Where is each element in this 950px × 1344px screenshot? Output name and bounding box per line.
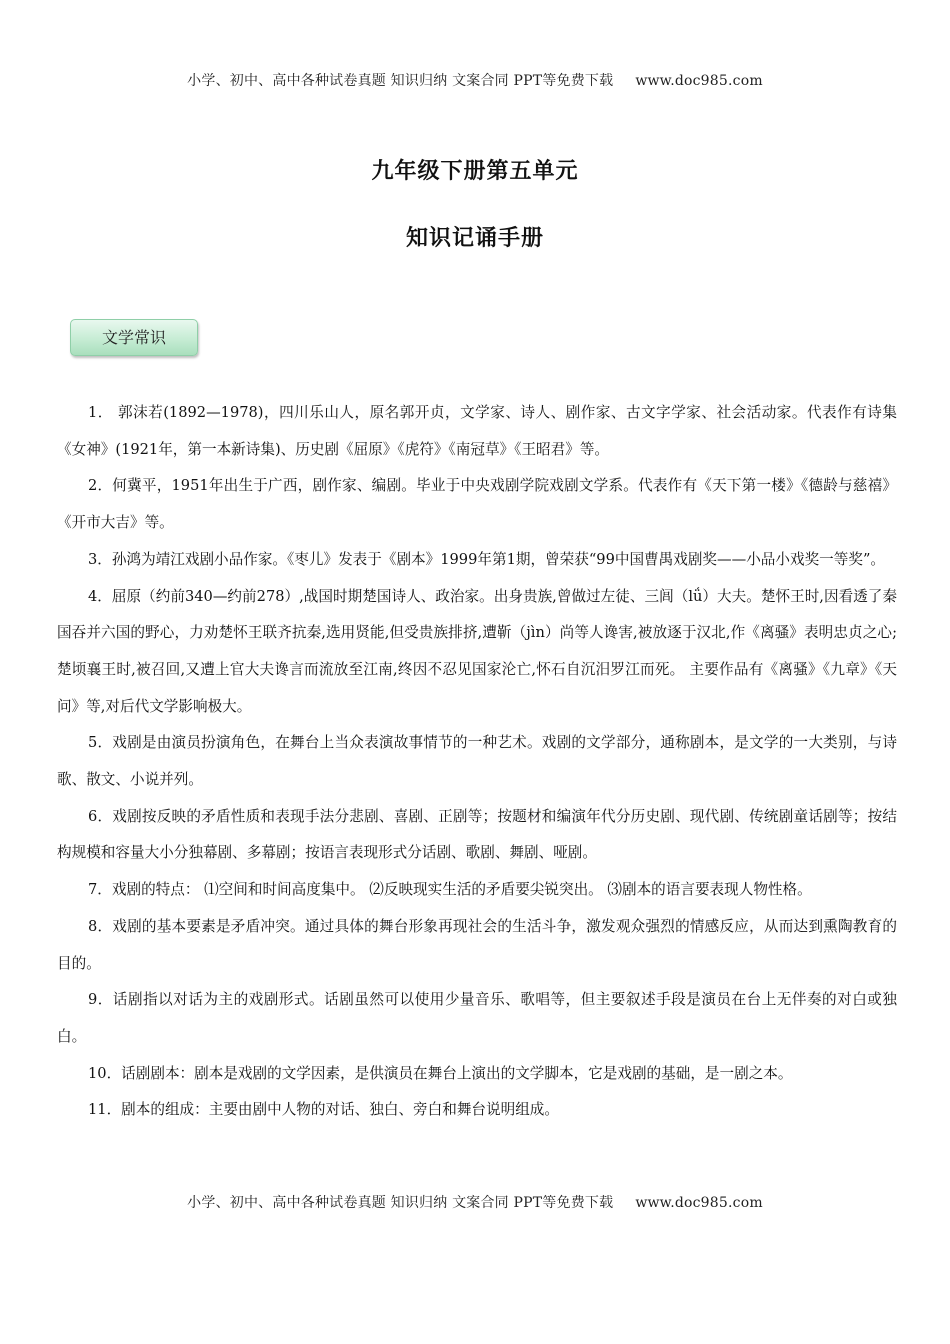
list-item: 2．何冀平，1951年出生于广西，剧作家、编剧。毕业于中央戏剧学院戏剧文学系。代表作有《天下第一楼》《德龄与慈禧》《开市大吉》等。: [57, 477, 897, 532]
page-header: [0, 70, 950, 90]
knowledge-list: [57, 395, 897, 1129]
list-item: 5．戏剧是由演员扮演角色，在舞台上当众表演故事情节的一种艺术。戏剧的文学部分，通称剧本，是文学的一大类别，与诗歌、散文、小说并列。: [57, 734, 897, 789]
header-text: 小学、初中、高中各种试卷真题 知识归纳 文案合同 PPT等免费下载: [187, 73, 614, 89]
list-item: 11．剧本的组成：主要由剧中人物的对话、独白、旁白和舞台说明组成。: [88, 1101, 559, 1119]
footer-text: 小学、初中、高中各种试卷真题 知识归纳 文案合同 PPT等免费下载: [187, 1195, 614, 1211]
list-item: 3．孙鸿为靖江戏剧小品作家。《枣儿》发表于《剧本》1999年第1期，曾荣获“99中国曹禺戏剧奖——小品小戏奖一等奖”。: [88, 550, 885, 568]
page-title: 九年级下册第五单元: [371, 158, 579, 184]
list-item: 7．戏剧的特点： ⑴空间和时间高度集中。 ⑵反映现实生活的矛盾要尖锐突出。 ⑶剧本的语言要表现人物性格。: [88, 881, 812, 899]
list-item: 6．戏剧按反映的矛盾性质和表现手法分悲剧、喜剧、正剧等；按题材和编演年代分历史剧、现代剧、传统剧童话剧等；按结构规模和容量大小分独幕剧、多幕剧；按语言表现形式分话剧、歌剧、舞剧、哑剧。: [57, 807, 897, 862]
list-item: 1． 郭沫若(1892—1978)，四川乐山人，原名郭开贞，文学家、诗人、剧作家、古文字学家、社会活动家。代表作有诗集《女神》(1921年，第一本新诗集)、历史剧《屈原》《虎符》《南冠草》《王昭君》等。: [57, 404, 897, 458]
list-item: 9．话剧指以对话为主的戏剧形式。话剧虽然可以使用少量音乐、歌唱等，但主要叙述手段是演员在台上无伴奏的对白或独白。: [57, 991, 897, 1045]
header-url[interactable]: www.doc985.com: [635, 73, 763, 89]
footer-url[interactable]: www.doc985.com: [635, 1195, 763, 1211]
page-subtitle: 知识记诵手册: [405, 225, 544, 251]
list-item: 8．戏剧的基本要素是矛盾冲突。通过具体的舞台形象再现社会的生活斗争，激发观众强烈的情感反应，从而达到熏陶教育的目的。: [57, 917, 897, 972]
page-footer: [0, 1192, 950, 1212]
section-tab-literary-knowledge: 文学常识: [70, 319, 198, 356]
list-item: 4．屈原（约前340—约前278）,战国时期楚国诗人、政治家。出身贵族,曾做过左徒、三闾（lǘ）大夫。楚怀王时,因看透了秦国吞并六国的野心，力劝楚怀王联齐抗秦,选用贤能,但受贵族排挤,遭靳（jìn）尚等人谗害,被放逐于汉北,作《离骚》表明忠贞之心;楚顷襄王时,被召回,又遭上官大夫谗言而流放至江南,终因不忍见国家沦亡,怀石自沉汨罗江而死。 主要作品有《离骚》《九章》《天问》等,对后代文学影响极大。: [57, 587, 897, 715]
list-item: 10．话剧剧本：剧本是戏剧的文学因素，是供演员在舞台上演出的文学脚本，它是戏剧的基础，是一剧之本。: [88, 1064, 793, 1082]
